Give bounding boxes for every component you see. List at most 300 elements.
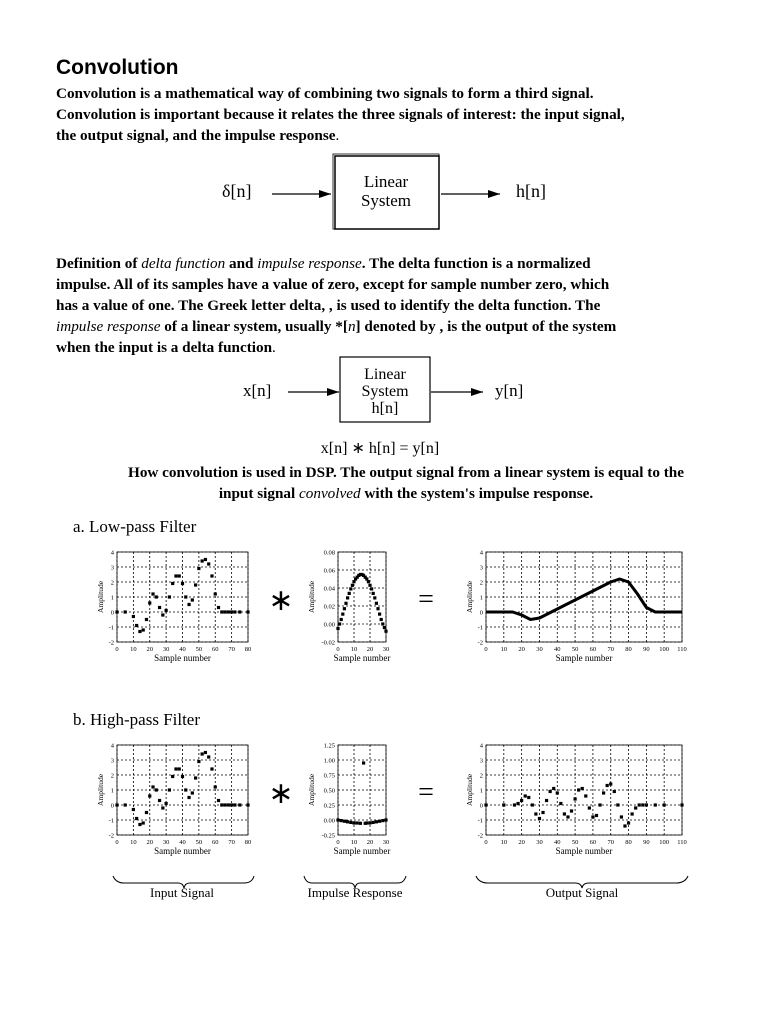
data-point <box>368 584 371 587</box>
x-tick-label: 100 <box>659 646 670 653</box>
y-tick-label: 0.00 <box>323 817 335 825</box>
data-point <box>383 626 386 629</box>
data-point <box>362 761 365 764</box>
data-point <box>641 803 644 806</box>
text-span: input signal <box>218 485 300 502</box>
intro-line <box>56 125 716 146</box>
data-point <box>246 610 249 613</box>
y-tick-label: 1.25 <box>323 742 335 750</box>
data-point <box>595 814 598 817</box>
intro-paragraph <box>56 83 716 146</box>
diagram-delta-system <box>0 150 768 230</box>
x-axis-label: Sample number <box>333 653 391 663</box>
y-tick-label: 1.00 <box>323 757 335 765</box>
x-tick-label: 90 <box>643 839 650 846</box>
x-axis-label: Sample number <box>154 846 211 856</box>
data-point <box>573 797 576 800</box>
data-point <box>187 603 190 606</box>
data-point <box>370 587 373 590</box>
data-point <box>627 821 630 824</box>
y-tick-label: 0.25 <box>323 802 335 810</box>
text-span: when the input is a delta function <box>56 339 273 356</box>
x-tick-label: 20 <box>146 646 153 653</box>
data-point <box>165 802 168 805</box>
data-point <box>142 821 145 824</box>
data-point <box>378 820 381 823</box>
x-axis-label: Sample number <box>154 653 211 663</box>
data-point <box>623 824 626 827</box>
data-point <box>135 817 138 820</box>
data-point <box>343 820 346 823</box>
section-high-pass: b. High-pass Filter <box>73 710 201 729</box>
x-tick-label: 80 <box>625 839 632 846</box>
data-point <box>373 596 376 599</box>
data-point <box>233 803 236 806</box>
data-point <box>531 803 534 806</box>
x-tick-label: 0 <box>115 839 119 846</box>
data-point <box>541 811 544 814</box>
x-tick-label: 10 <box>500 646 508 653</box>
data-point <box>194 583 197 586</box>
data-point <box>559 802 562 805</box>
label-impulse-response: Impulse Response <box>307 885 403 900</box>
x-tick-label: 60 <box>589 646 597 653</box>
data-point <box>145 811 148 814</box>
data-point <box>124 610 127 613</box>
data-point <box>148 601 151 604</box>
data-point <box>155 595 158 598</box>
x-tick-label: 60 <box>212 646 219 653</box>
data-point <box>246 803 249 806</box>
x-tick-label: 20 <box>518 646 525 653</box>
x-tick-label: 50 <box>571 839 579 846</box>
y-tick-label: 1 <box>479 594 483 602</box>
definition-line: has a value of one. The Greek letter delta, , is used to identify the delta function. The <box>56 297 601 314</box>
y-tick-label: 3 <box>110 757 114 765</box>
y-tick-label: 4 <box>479 549 483 557</box>
data-point <box>155 788 158 791</box>
data-point <box>527 796 530 799</box>
data-point <box>591 815 594 818</box>
y-tick-label: -1 <box>477 817 483 825</box>
y-tick-label: 0.06 <box>323 567 335 575</box>
data-point <box>338 622 341 625</box>
data-point <box>165 609 168 612</box>
convolution-equation: x[n] ∗ h[n] = y[n] <box>320 440 440 457</box>
intro-line: Convolution is important because it relates the three signals of interest: the input signal, <box>56 106 625 123</box>
data-point <box>563 812 566 815</box>
plot-frame <box>338 552 386 642</box>
data-point <box>184 595 187 598</box>
definition-line: impulse. All of its samples have a value of zero, except for sample number zero, which <box>56 276 610 293</box>
x-axis-label: Sample number <box>555 846 613 856</box>
y-tick-label: -1 <box>108 817 114 825</box>
caption-line <box>56 483 756 504</box>
x-tick-label: 50 <box>195 646 203 653</box>
label-input-signal: Input Signal <box>150 885 214 900</box>
box-label-linear: Linear <box>364 366 406 383</box>
data-point <box>549 790 552 793</box>
data-point <box>207 755 210 758</box>
data-point <box>348 592 351 595</box>
x-tick-label: 60 <box>589 839 597 846</box>
text-span: n <box>347 318 356 335</box>
page-title: Convolution <box>56 56 179 79</box>
data-point <box>346 820 349 823</box>
data-point <box>181 775 184 778</box>
data-point <box>616 803 619 806</box>
data-point <box>654 803 657 806</box>
data-point <box>132 808 135 811</box>
data-point <box>158 606 161 609</box>
convolution-symbol: ∗ <box>268 777 294 810</box>
x-input-label: x[n] <box>243 381 272 400</box>
impulse-output-label: h[n] <box>516 181 546 201</box>
x-tick-label: 10 <box>500 839 508 846</box>
x-tick-label: 0 <box>484 839 488 846</box>
intro-period: . <box>335 127 340 144</box>
data-point <box>381 819 384 822</box>
caption-line: How convolution is used in DSP. The output signal from a linear system is equal to the <box>128 464 684 481</box>
y-tick-label: 0.75 <box>323 772 335 780</box>
data-point <box>556 791 559 794</box>
data-point <box>620 815 623 818</box>
data-point <box>174 767 177 770</box>
data-point <box>204 751 207 754</box>
data-point <box>356 821 359 824</box>
data-point <box>638 803 641 806</box>
text-span: of a linear system, usually *[ <box>160 318 348 335</box>
x-tick-label: 50 <box>571 646 579 653</box>
x-tick-label: 80 <box>625 646 632 653</box>
data-point <box>135 624 138 627</box>
x-tick-label: 70 <box>607 839 614 846</box>
data-point <box>484 803 487 806</box>
data-point <box>552 787 555 790</box>
data-point <box>194 776 197 779</box>
data-point <box>584 794 587 797</box>
data-point <box>384 818 387 821</box>
data-point <box>220 610 223 613</box>
data-point <box>201 559 204 562</box>
data-point <box>151 592 154 595</box>
data-point <box>381 622 384 625</box>
text-span: and <box>225 255 258 272</box>
y-output-label: y[n] <box>495 381 524 400</box>
data-point <box>516 802 519 805</box>
data-point <box>346 596 349 599</box>
data-point <box>340 819 343 822</box>
data-point <box>158 799 161 802</box>
x-tick-label: 80 <box>244 839 252 846</box>
convolution-figure <box>0 510 768 910</box>
box-label-h: h[n] <box>371 400 399 417</box>
data-point <box>238 803 241 806</box>
chart-2 <box>307 550 390 664</box>
data-point <box>538 817 541 820</box>
data-point <box>227 610 230 613</box>
data-point <box>349 587 352 590</box>
y-axis-label: Amplitude <box>465 773 474 807</box>
data-point <box>365 821 368 824</box>
term-impulse-response: impulse response <box>257 255 362 272</box>
x-tick-label: 70 <box>228 839 235 846</box>
data-point <box>513 803 516 806</box>
y-tick-label: -1 <box>108 624 114 632</box>
data-point <box>197 567 200 570</box>
x-axis-label: Sample number <box>333 846 391 856</box>
data-point <box>230 803 233 806</box>
y-tick-label: -2 <box>108 639 114 647</box>
text-span: with the system's impulse response. <box>360 485 594 502</box>
data-point <box>341 613 344 616</box>
y-axis-label: Amplitude <box>307 580 316 614</box>
data-point <box>171 775 174 778</box>
y-tick-label: 2 <box>110 579 114 587</box>
data-point <box>566 815 569 818</box>
data-point <box>204 558 207 561</box>
y-tick-label: 0.04 <box>323 585 335 593</box>
x-tick-label: 20 <box>366 839 374 846</box>
text-span: Definition of <box>56 255 142 272</box>
data-point <box>340 618 343 621</box>
data-point <box>545 799 548 802</box>
y-tick-label: 1 <box>110 594 114 602</box>
data-point <box>168 788 171 791</box>
data-point <box>227 803 230 806</box>
data-point <box>138 823 141 826</box>
x-tick-label: 70 <box>228 646 235 653</box>
equals-symbol: = <box>418 777 434 808</box>
data-point <box>171 582 174 585</box>
y-tick-label: 2 <box>479 772 483 780</box>
definition-line <box>56 253 716 274</box>
term-delta-function: delta function <box>141 255 226 272</box>
x-tick-label: 110 <box>677 646 687 653</box>
x-tick-label: 30 <box>536 646 543 653</box>
x-tick-label: 10 <box>350 646 358 653</box>
data-point <box>343 607 346 610</box>
x-tick-label: 30 <box>536 839 543 846</box>
data-point <box>376 607 379 610</box>
x-tick-label: 30 <box>162 646 170 653</box>
data-point <box>233 610 236 613</box>
data-point <box>378 613 381 616</box>
data-point <box>570 809 573 812</box>
convolution-symbol: ∗ <box>268 584 294 617</box>
data-point <box>520 799 523 802</box>
y-tick-label: 0 <box>479 609 483 617</box>
data-point <box>375 820 378 823</box>
data-point <box>602 791 605 794</box>
x-tick-label: 20 <box>366 646 374 653</box>
diagram-convolution-system <box>0 354 768 464</box>
data-point <box>184 788 187 791</box>
data-point <box>210 574 213 577</box>
x-tick-label: 40 <box>179 839 186 846</box>
data-point <box>151 785 154 788</box>
x-tick-label: 90 <box>643 646 650 653</box>
data-point <box>191 598 194 601</box>
box-label-system: System <box>361 383 409 400</box>
x-axis-label: Sample number <box>555 653 613 663</box>
box-label-linear: Linear <box>363 172 409 191</box>
x-tick-label: 60 <box>212 839 219 846</box>
data-point <box>613 790 616 793</box>
delta-input-label: δ[n] <box>222 181 252 201</box>
data-point <box>217 799 220 802</box>
y-tick-label: 0.50 <box>323 787 335 795</box>
text-span: . The delta function is a normalized <box>361 255 591 272</box>
y-tick-label: -2 <box>108 832 114 840</box>
data-point <box>174 574 177 577</box>
data-point <box>634 806 637 809</box>
y-axis-label: Amplitude <box>307 773 316 807</box>
x-tick-label: 10 <box>350 839 358 846</box>
intro-line: Convolution is a mathematical way of combining two signals to form a third signal. <box>56 85 594 102</box>
data-point <box>124 803 127 806</box>
data-point <box>187 796 190 799</box>
data-point <box>223 610 226 613</box>
label-output-signal: Output Signal <box>545 885 619 900</box>
data-point <box>372 821 375 824</box>
term-convolved: convolved <box>299 485 361 502</box>
data-point <box>352 821 355 824</box>
definition-paragraph <box>56 253 716 358</box>
y-tick-label: 3 <box>110 564 114 572</box>
x-tick-label: 10 <box>130 839 137 846</box>
data-point <box>384 630 387 633</box>
box-label-system: System <box>360 191 412 210</box>
text-span: . <box>272 339 276 356</box>
data-point <box>645 803 648 806</box>
data-point <box>238 610 241 613</box>
data-point <box>372 592 375 595</box>
data-point <box>138 630 141 633</box>
data-point <box>168 595 171 598</box>
y-tick-label: -0.25 <box>321 832 335 840</box>
y-tick-label: 2 <box>479 579 483 587</box>
data-point <box>577 788 580 791</box>
data-point <box>201 752 204 755</box>
data-point <box>588 806 591 809</box>
data-point <box>220 803 223 806</box>
y-tick-label: 0 <box>110 802 114 810</box>
data-point <box>534 812 537 815</box>
figure-caption <box>56 462 756 504</box>
y-tick-label: 0.02 <box>323 603 335 611</box>
data-point <box>606 784 609 787</box>
chart-1 <box>96 550 251 664</box>
x-tick-label: 10 <box>130 646 137 653</box>
chart-6 <box>465 743 687 857</box>
data-point <box>178 574 181 577</box>
data-point <box>230 610 233 613</box>
data-point <box>191 791 194 794</box>
x-tick-label: 20 <box>518 839 525 846</box>
data-point <box>524 794 527 797</box>
x-tick-label: 0 <box>336 839 340 846</box>
data-point <box>367 580 370 583</box>
y-tick-label: 4 <box>479 742 483 750</box>
x-tick-label: 40 <box>179 646 186 653</box>
data-point <box>336 818 339 821</box>
x-tick-label: 40 <box>554 839 561 846</box>
x-tick-label: 30 <box>382 646 390 653</box>
data-point <box>351 584 354 587</box>
x-tick-label: 110 <box>677 839 687 846</box>
y-axis-label: Amplitude <box>96 580 105 614</box>
y-tick-label: 1 <box>110 787 114 795</box>
data-point <box>223 803 226 806</box>
data-point <box>214 785 217 788</box>
text-span: ] denoted by , is the output of the system <box>355 318 617 335</box>
data-point <box>207 562 210 565</box>
chart-5 <box>307 743 390 857</box>
charts-group <box>96 550 687 857</box>
series-line <box>486 579 682 620</box>
data-point <box>148 794 151 797</box>
y-axis-label: Amplitude <box>96 773 105 807</box>
y-tick-label: 3 <box>479 757 483 765</box>
data-point <box>145 618 148 621</box>
y-tick-label: -2 <box>477 639 483 647</box>
x-tick-label: 30 <box>162 839 170 846</box>
data-point <box>359 822 362 825</box>
intro-line-text: the output signal, and the impulse response <box>56 127 336 144</box>
x-tick-label: 70 <box>607 646 614 653</box>
y-tick-label: 0.08 <box>323 549 335 557</box>
term-impulse-response: impulse response <box>56 318 161 335</box>
data-point <box>210 767 213 770</box>
x-tick-label: 40 <box>554 646 561 653</box>
data-point <box>609 782 612 785</box>
x-tick-label: 20 <box>146 839 153 846</box>
data-point <box>197 760 200 763</box>
chart-4 <box>96 743 251 857</box>
y-tick-label: -1 <box>477 624 483 632</box>
y-axis-label: Amplitude <box>465 580 474 614</box>
data-point <box>631 812 634 815</box>
y-tick-label: 4 <box>110 549 114 557</box>
data-point <box>349 821 352 824</box>
data-point <box>214 592 217 595</box>
x-tick-label: 0 <box>484 646 488 653</box>
data-point <box>161 613 164 616</box>
data-point <box>344 602 347 605</box>
y-tick-label: -0.02 <box>321 639 335 647</box>
data-point <box>663 803 666 806</box>
x-tick-label: 0 <box>115 646 119 653</box>
y-tick-label: 2 <box>110 772 114 780</box>
y-tick-label: 4 <box>110 742 114 750</box>
data-point <box>115 610 118 613</box>
data-point <box>380 618 383 621</box>
data-point <box>142 628 145 631</box>
y-tick-label: 0 <box>110 609 114 617</box>
data-point <box>115 803 118 806</box>
y-tick-label: 0.00 <box>323 621 335 629</box>
x-tick-label: 50 <box>195 839 203 846</box>
y-tick-label: -2 <box>477 832 483 840</box>
data-point <box>181 582 184 585</box>
definition-line <box>56 316 716 337</box>
x-tick-label: 0 <box>336 646 340 653</box>
data-point <box>598 803 601 806</box>
data-point <box>217 606 220 609</box>
data-point <box>161 806 164 809</box>
y-tick-label: 1 <box>479 787 483 795</box>
